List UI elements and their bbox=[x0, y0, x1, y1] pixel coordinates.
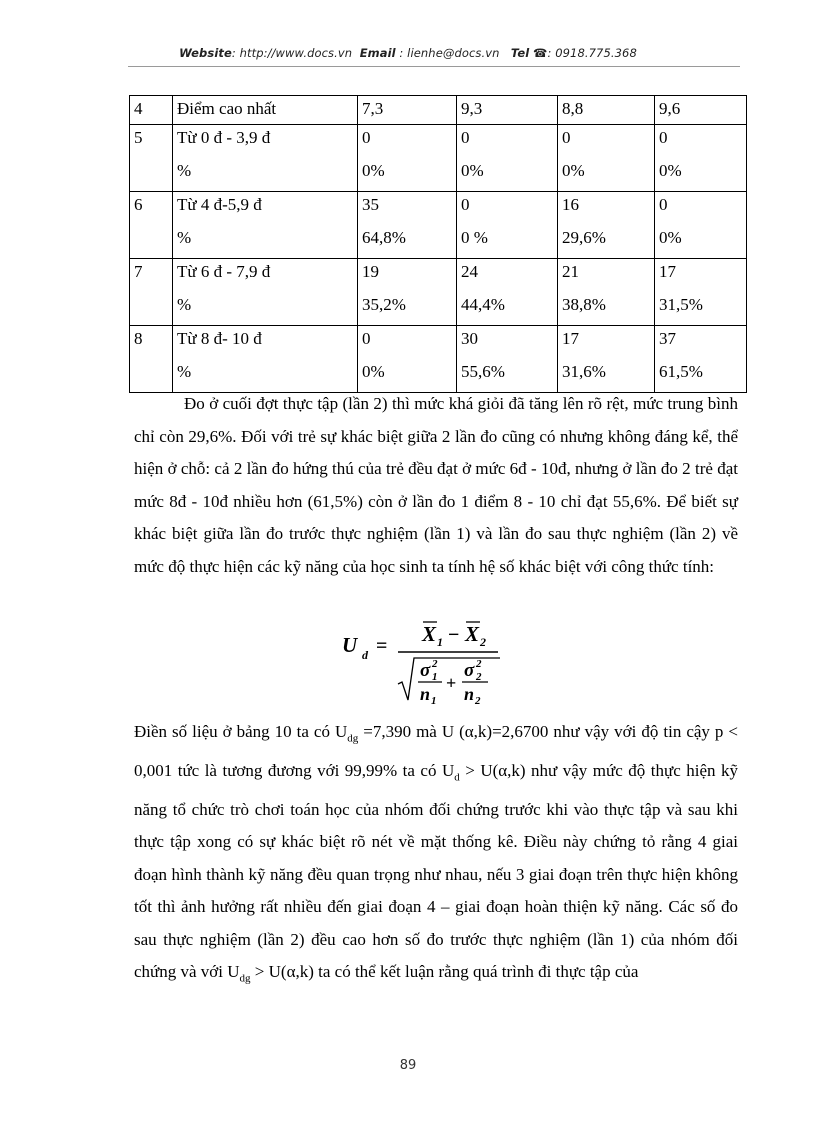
website-label: Website bbox=[179, 46, 232, 60]
row-label-line-1: Từ 6 đ - 7,9 đ bbox=[177, 262, 271, 281]
value-col-4 bbox=[655, 96, 747, 125]
formula-x1: X bbox=[422, 622, 437, 646]
row-number-line-1: 4 bbox=[134, 99, 143, 118]
formula-lhs: U bbox=[342, 633, 358, 657]
row-label-line-1: Điểm cao nhất bbox=[177, 99, 277, 118]
value-col-4-line-1: 9,6 bbox=[659, 99, 681, 118]
value-col-3-line-1: 17 bbox=[562, 329, 579, 348]
row-label-line-1: Từ 8 đ- 10 đ bbox=[177, 329, 262, 348]
website-url: : http://www.docs.vn bbox=[231, 46, 353, 60]
row-label-line-2: % bbox=[177, 362, 192, 381]
value-col-2-line-2: 55,6% bbox=[461, 362, 505, 381]
subscript-d: d bbox=[454, 771, 460, 784]
difference-coefficient-formula bbox=[340, 612, 510, 707]
row-label-line-1: Từ 4 đ-5,9 đ bbox=[177, 195, 262, 214]
value-col-4 bbox=[655, 125, 747, 192]
value-col-2-line-1: 0 bbox=[461, 195, 470, 214]
value-col-3 bbox=[558, 192, 655, 259]
row-label bbox=[173, 96, 358, 125]
row-label-line-2: % bbox=[177, 228, 192, 247]
value-col-3-line-1: 0 bbox=[562, 128, 571, 147]
value-col-1-line-1: 0 bbox=[362, 128, 371, 147]
value-col-1-line-2: 64,8% bbox=[362, 228, 406, 247]
value-col-3-line-1: 16 bbox=[562, 195, 579, 214]
value-col-4-line-2: 0% bbox=[659, 228, 682, 247]
value-col-4-line-1: 17 bbox=[659, 262, 676, 281]
header-divider bbox=[128, 66, 740, 67]
value-col-2 bbox=[457, 125, 558, 192]
page-number: 89 bbox=[399, 1058, 417, 1073]
row-number-line-1: 6 bbox=[134, 195, 143, 214]
value-col-1-line-2: 35,2% bbox=[362, 295, 406, 314]
formula-n2-sub: 2 bbox=[475, 695, 481, 707]
value-col-1-line-1: 0 bbox=[362, 329, 371, 348]
value-col-1-line-2: 0% bbox=[362, 362, 385, 381]
value-col-2-line-1: 9,3 bbox=[461, 99, 483, 118]
value-col-2-line-1: 0 bbox=[461, 128, 470, 147]
value-col-2-line-1: 30 bbox=[461, 329, 478, 348]
formula-n1: n bbox=[420, 684, 431, 704]
paragraph-2-part-3: > U(α,k) như vậy mức độ thực hiện kỹ năng tổ chức trò chơi toán học của nhóm đối chứng trước khi vào thực tập và sau khi thực tập xong có sự khác biệt rõ nét về mặt thống kê. Điều này chứng tỏ rằng 4 giai đoạn hình thành kỹ năng đều quan trọng như nhau, nếu 3 giai đoạn trên thực hiện không tốt thì ảnh hưởng rất nhiều đến giai đoạn 4 – giai đoạn hoàn thiện kỹ năng. Các số đo sau thực nghiệm (lần 2) đều cao hơn số đo trước thực nghiệm (lần 1) của nhóm đối chứng và với U bbox=[134, 760, 738, 982]
value-col-2 bbox=[457, 96, 558, 125]
value-col-3 bbox=[558, 259, 655, 326]
table-row bbox=[130, 259, 747, 326]
formula-n1-sub: 1 bbox=[431, 695, 437, 707]
formula-n2: n bbox=[464, 684, 475, 704]
phone-icon: ☎ bbox=[533, 46, 548, 60]
value-col-1 bbox=[358, 192, 457, 259]
email-address: : lienhe@docs.vn bbox=[395, 46, 500, 60]
value-col-3 bbox=[558, 125, 655, 192]
formula-x2: X bbox=[465, 622, 480, 646]
value-col-4-line-1: 0 bbox=[659, 195, 668, 214]
value-col-3-line-2: 0% bbox=[562, 161, 585, 180]
row-number bbox=[130, 326, 173, 393]
paragraph-analysis bbox=[134, 388, 738, 583]
value-col-3-line-2: 29,6% bbox=[562, 228, 606, 247]
paragraph-2-part-2: =7,390 mà U (α,k)=2,6700 như vậy với độ tin cậy p < 0,001 tức là tương đương với 99,99% ta có U bbox=[134, 722, 738, 780]
paragraph-2 bbox=[134, 716, 738, 995]
value-col-2-line-2: 44,4% bbox=[461, 295, 505, 314]
row-number bbox=[130, 96, 173, 125]
formula-x2-sub: 2 bbox=[480, 635, 486, 649]
value-col-4-line-2: 31,5% bbox=[659, 295, 703, 314]
row-number-line-1: 5 bbox=[134, 128, 143, 147]
tel-label: Tel bbox=[510, 46, 530, 60]
value-col-1 bbox=[358, 96, 457, 125]
formula-sigma2-sub: 2 bbox=[476, 671, 482, 683]
formula-lhs-sub: d bbox=[362, 648, 368, 662]
value-col-2-line-2: 0 % bbox=[461, 228, 488, 247]
paragraph-conclusion bbox=[134, 716, 738, 995]
value-col-4-line-2: 61,5% bbox=[659, 362, 703, 381]
value-col-4 bbox=[655, 326, 747, 393]
formula-sigma1-sub: 1 bbox=[432, 671, 438, 683]
row-label-line-2: % bbox=[177, 295, 192, 314]
value-col-2 bbox=[457, 259, 558, 326]
formula-sigma1-sup: 2 bbox=[432, 658, 438, 670]
table-row bbox=[130, 125, 747, 192]
value-col-2-line-1: 24 bbox=[461, 262, 478, 281]
table-row bbox=[130, 96, 747, 125]
value-col-2 bbox=[457, 192, 558, 259]
row-label bbox=[173, 259, 358, 326]
value-col-4-line-2: 0% bbox=[659, 161, 682, 180]
email-label: Email bbox=[359, 46, 396, 60]
formula-x1-sub: 1 bbox=[437, 635, 443, 649]
row-number bbox=[130, 192, 173, 259]
value-col-1-line-1: 7,3 bbox=[362, 99, 384, 118]
formula-plus: + bbox=[446, 673, 457, 693]
row-label bbox=[173, 192, 358, 259]
subscript-dg-1: dg bbox=[347, 732, 359, 745]
row-label bbox=[173, 125, 358, 192]
table-row bbox=[130, 192, 747, 259]
value-col-1 bbox=[358, 259, 457, 326]
formula-sigma2-sup: 2 bbox=[476, 658, 482, 670]
value-col-1-line-2: 0% bbox=[362, 161, 385, 180]
value-col-1 bbox=[358, 326, 457, 393]
value-col-3 bbox=[558, 96, 655, 125]
value-col-3-line-1: 8,8 bbox=[562, 99, 584, 118]
paragraph-2-part-1: Điền số liệu ở bảng 10 ta có U bbox=[134, 722, 348, 741]
formula-sigma1: σ bbox=[420, 660, 431, 681]
value-col-1-line-1: 35 bbox=[362, 195, 379, 214]
row-number-line-1: 8 bbox=[134, 329, 143, 348]
row-label-line-1: Từ 0 đ - 3,9 đ bbox=[177, 128, 271, 147]
value-col-3-line-1: 21 bbox=[562, 262, 579, 281]
results-table-body bbox=[130, 96, 747, 393]
value-col-3-line-2: 38,8% bbox=[562, 295, 606, 314]
table-row bbox=[130, 326, 747, 393]
value-col-3 bbox=[558, 326, 655, 393]
page-header bbox=[0, 46, 816, 60]
formula-minus: − bbox=[448, 624, 460, 646]
value-col-2 bbox=[457, 326, 558, 393]
value-col-1-line-1: 19 bbox=[362, 262, 379, 281]
row-label bbox=[173, 326, 358, 393]
paragraph-2-part-4: > U(α,k) ta có thể kết luận rằng quá trình đi thực tập của bbox=[250, 962, 639, 982]
value-col-3-line-2: 31,6% bbox=[562, 362, 606, 381]
value-col-2-line-2: 0% bbox=[461, 161, 484, 180]
results-table bbox=[129, 95, 747, 393]
value-col-4 bbox=[655, 192, 747, 259]
subscript-dg-2: dg bbox=[239, 972, 251, 985]
paragraph-1: Đo ở cuối đợt thực tập (lần 2) thì mức khá giỏi đã tăng lên rõ rệt, mức trung bình chỉ còn 29,6%. Đối với trẻ sự khác biệt giữa 2 lần đo cũng có nhưng không đáng kể, thể hiện ở chỗ: cả 2 lần đo hứng thú của trẻ đều đạt ở mức 6đ - 10đ, nhưng ở lần đo 2 trẻ đạt mức 8đ - 10đ nhiều hơn (61,5%) còn ở lần đo 1 điểm 8 - 10 chỉ đạt 55,6%. Để biết sự khác biệt giữa lần đo trước thực nghiệm (lần 1) và lần đo sau thực nghiệm (lần 2) về mức độ thực hiện các kỹ năng của học sinh ta tính hệ số khác biệt với công thức tính: bbox=[134, 394, 738, 576]
formula-equals: = bbox=[376, 635, 388, 657]
row-label-line-2: % bbox=[177, 161, 192, 180]
row-number bbox=[130, 259, 173, 326]
value-col-4 bbox=[655, 259, 747, 326]
row-number-line-1: 7 bbox=[134, 262, 143, 281]
formula-sigma2: σ bbox=[464, 660, 475, 681]
value-col-1 bbox=[358, 125, 457, 192]
value-col-4-line-1: 37 bbox=[659, 329, 676, 348]
tel-number: : 0918.775.368 bbox=[547, 46, 637, 60]
value-col-4-line-1: 0 bbox=[659, 128, 668, 147]
row-number bbox=[130, 125, 173, 192]
